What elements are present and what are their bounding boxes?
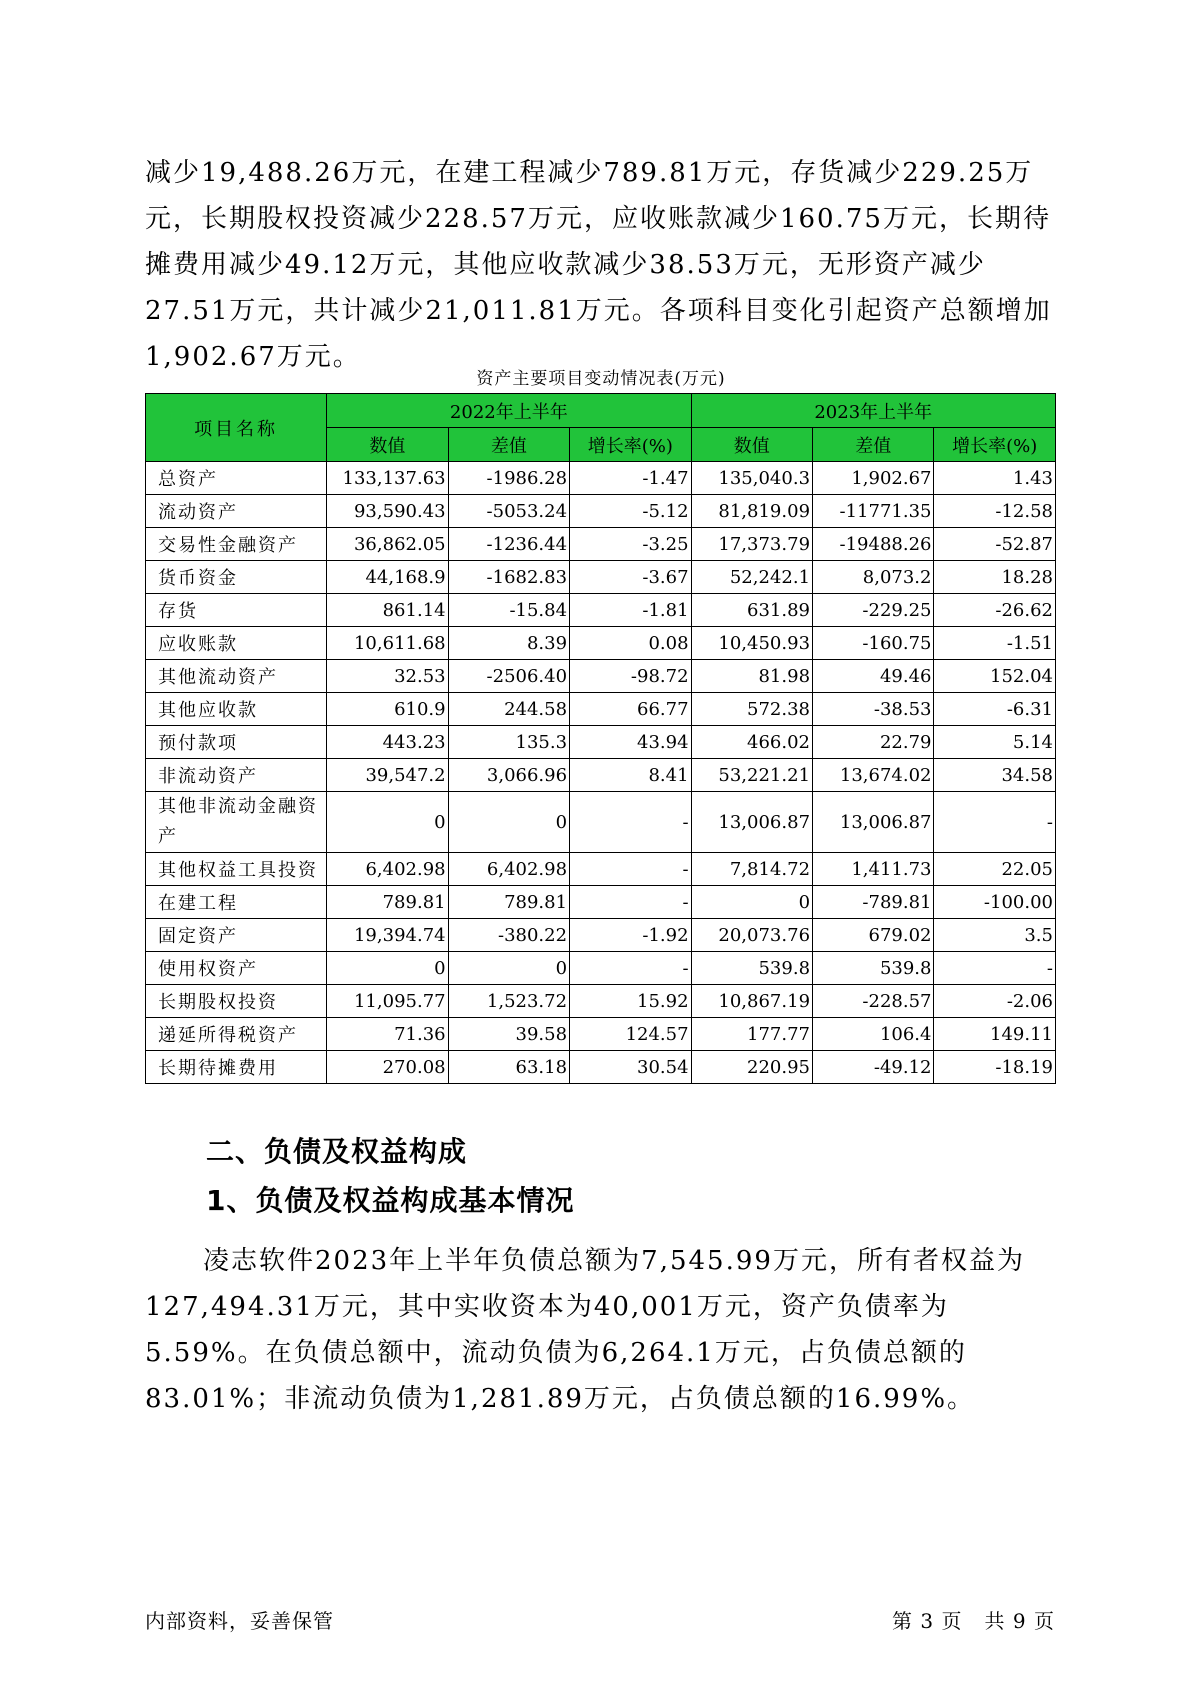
table-cell: 93,590.43 [327,495,448,528]
row-label: 长期股权投资 [146,985,327,1018]
table-cell: 135.3 [448,726,569,759]
table-cell: 466.02 [691,726,812,759]
table-cell: -38.53 [813,693,934,726]
row-label: 其他非流动金融资产 [146,792,327,853]
footer-note: 内部资料，妥善保管 [145,1609,334,1633]
section-heading: 二、负债及权益构成 [206,1135,468,1168]
row-label: 总资产 [146,462,327,495]
subheader-growth: 增长率(%) [570,428,691,462]
row-label: 其他权益工具投资 [146,853,327,886]
table-cell: -3.67 [570,561,691,594]
table-cell: 0 [448,952,569,985]
table-row [146,792,1056,853]
table-cell: 8.41 [570,759,691,792]
table-cell: 43.94 [570,726,691,759]
table-cell: 152.04 [934,660,1056,693]
table-cell: 19,394.74 [327,919,448,952]
table-cell: -52.87 [934,528,1056,561]
table-cell: -6.31 [934,693,1056,726]
subheader-value: 数值 [327,428,448,462]
subheader-diff: 差值 [448,428,569,462]
table-cell: -229.25 [813,594,934,627]
table-cell: 610.9 [327,693,448,726]
subheader-growth: 增长率(%) [934,428,1056,462]
table-cell: -2506.40 [448,660,569,693]
table-cell: 1,411.73 [813,853,934,886]
table-cell: -1.81 [570,594,691,627]
group-header-2023: 2023年上半年 [691,394,1055,428]
table-row [146,528,1056,561]
row-label: 固定资产 [146,919,327,952]
table-cell: 6,402.98 [327,853,448,886]
table-cell: 18.28 [934,561,1056,594]
table-cell: 39,547.2 [327,759,448,792]
table-cell: 10,611.68 [327,627,448,660]
table-cell: -1986.28 [448,462,569,495]
table-cell: 8.39 [448,627,569,660]
row-label: 递延所得税资产 [146,1018,327,1051]
table-cell: -100.00 [934,886,1056,919]
table-cell: - [570,792,691,853]
table-cell: 3,066.96 [448,759,569,792]
table-cell: 1.43 [934,462,1056,495]
table-cell: 572.38 [691,693,812,726]
table-cell: 135,040.3 [691,462,812,495]
table-cell: 1,523.72 [448,985,569,1018]
table-cell: 789.81 [448,886,569,919]
table-cell: -5.12 [570,495,691,528]
table-cell: 71.36 [327,1018,448,1051]
table-cell: 44,168.9 [327,561,448,594]
table-cell: 5.14 [934,726,1056,759]
table-cell: 149.11 [934,1018,1056,1051]
table-row [146,952,1056,985]
subsection-heading: 1、负债及权益构成基本情况 [206,1184,575,1217]
table-cell: -789.81 [813,886,934,919]
table-row [146,853,1056,886]
table-cell: - [570,952,691,985]
table-cell: 861.14 [327,594,448,627]
table-cell: 0 [691,886,812,919]
table-row [146,726,1056,759]
table-cell: -11771.35 [813,495,934,528]
table-cell: 10,867.19 [691,985,812,1018]
table-caption: 资产主要项目变动情况表(万元) [476,369,726,389]
table-cell: - [934,952,1056,985]
table-cell: 106.4 [813,1018,934,1051]
table-row [146,627,1056,660]
table-cell: -160.75 [813,627,934,660]
table-row [146,985,1056,1018]
table-body [146,462,1056,1084]
table-cell: -1.47 [570,462,691,495]
table-cell: 679.02 [813,919,934,952]
table-cell: -18.19 [934,1051,1056,1084]
table-cell: -380.22 [448,919,569,952]
row-label: 货币资金 [146,561,327,594]
table-cell: -1.92 [570,919,691,952]
table-cell: 20,073.76 [691,919,812,952]
table-cell: 443.23 [327,726,448,759]
table-cell: 39.58 [448,1018,569,1051]
table-cell: 270.08 [327,1051,448,1084]
group-header-2022: 2022年上半年 [327,394,691,428]
table-cell: 30.54 [570,1051,691,1084]
table-cell: 0 [448,792,569,853]
table-cell: 81.98 [691,660,812,693]
table-cell: -1.51 [934,627,1056,660]
table-row [146,561,1056,594]
asset-change-table [145,393,1056,1084]
row-label: 流动资产 [146,495,327,528]
table-cell: 66.77 [570,693,691,726]
body-paragraph: 减少19,488.26万元，在建工程减少789.81万元，存货减少229.25万元，长期股权投资减少228.57万元，应收账款减少160.75万元，长期待摊费用减少49.12万元，其他应收款减少38.53万元，无形资产减少27.51万元，共计减少21,011.81万元。各项科目变化引起资产总额增加1,902.67万元。 [145,158,1052,372]
table-cell: 0.08 [570,627,691,660]
row-label: 在建工程 [146,886,327,919]
table-cell: 32.53 [327,660,448,693]
table-cell: - [570,853,691,886]
subheader-diff: 差值 [813,428,934,462]
body-paragraph: 凌志软件2023年上半年负债总额为7,545.99万元，所有者权益为127,494.31万元，其中实收资本为40,001万元，资产负债率为5.59%。在负债总额中，流动负债为6,264.1万元，占负债总额的83.01%；非流动负债为1,281.89万元，占负债总额的16.99%。 [145,1246,1025,1414]
row-label: 非流动资产 [146,759,327,792]
page-number: 第 3 页 共 9 页 [892,1609,1055,1633]
table-cell: 244.58 [448,693,569,726]
table-cell: 177.77 [691,1018,812,1051]
row-label: 应收账款 [146,627,327,660]
table-cell: 22.05 [934,853,1056,886]
table-cell: 539.8 [691,952,812,985]
table-cell: 13,006.87 [813,792,934,853]
row-label: 其他应收款 [146,693,327,726]
table-row [146,594,1056,627]
name-column-header: 项目名称 [146,394,327,462]
table-cell: 7,814.72 [691,853,812,886]
table-row [146,693,1056,726]
table-header-row [146,394,1056,428]
table-cell: 15.92 [570,985,691,1018]
table-cell: 10,450.93 [691,627,812,660]
table-cell: 17,373.79 [691,528,812,561]
table-cell: 63.18 [448,1051,569,1084]
table-cell: 36,862.05 [327,528,448,561]
table-cell: -3.25 [570,528,691,561]
table-row [146,759,1056,792]
table-row [146,660,1056,693]
table-row [146,1051,1056,1084]
table-cell: -19488.26 [813,528,934,561]
table-cell: 53,221.21 [691,759,812,792]
table-cell: 81,819.09 [691,495,812,528]
table-cell: 124.57 [570,1018,691,1051]
table-row [146,462,1056,495]
table-cell: 1,902.67 [813,462,934,495]
row-label: 交易性金融资产 [146,528,327,561]
table-cell: -1236.44 [448,528,569,561]
table-cell: -228.57 [813,985,934,1018]
table-cell: -5053.24 [448,495,569,528]
table-cell: -12.58 [934,495,1056,528]
table-cell: 22.79 [813,726,934,759]
table-cell: -15.84 [448,594,569,627]
table-cell: 6,402.98 [448,853,569,886]
row-label: 存货 [146,594,327,627]
table-cell: 13,006.87 [691,792,812,853]
table-cell: 539.8 [813,952,934,985]
table-cell: 34.58 [934,759,1056,792]
table-cell: -49.12 [813,1051,934,1084]
row-label: 预付款项 [146,726,327,759]
row-label: 其他流动资产 [146,660,327,693]
table-row [146,919,1056,952]
table-row [146,1018,1056,1051]
table-cell: 789.81 [327,886,448,919]
table-row [146,495,1056,528]
table-cell: - [934,792,1056,853]
table-cell: 133,137.63 [327,462,448,495]
table-cell: 631.89 [691,594,812,627]
row-label: 使用权资产 [146,952,327,985]
table-cell: 0 [327,792,448,853]
table-cell: 11,095.77 [327,985,448,1018]
table-cell: -2.06 [934,985,1056,1018]
table-cell: - [570,886,691,919]
subheader-value: 数值 [691,428,812,462]
table-cell: 49.46 [813,660,934,693]
table-row [146,886,1056,919]
table-cell: -1682.83 [448,561,569,594]
table-cell: 13,674.02 [813,759,934,792]
table-cell: 220.95 [691,1051,812,1084]
table-cell: 52,242.1 [691,561,812,594]
table-cell: -98.72 [570,660,691,693]
table-cell: 3.5 [934,919,1056,952]
table-cell: 0 [327,952,448,985]
table-cell: -26.62 [934,594,1056,627]
table-cell: 8,073.2 [813,561,934,594]
row-label: 长期待摊费用 [146,1051,327,1084]
